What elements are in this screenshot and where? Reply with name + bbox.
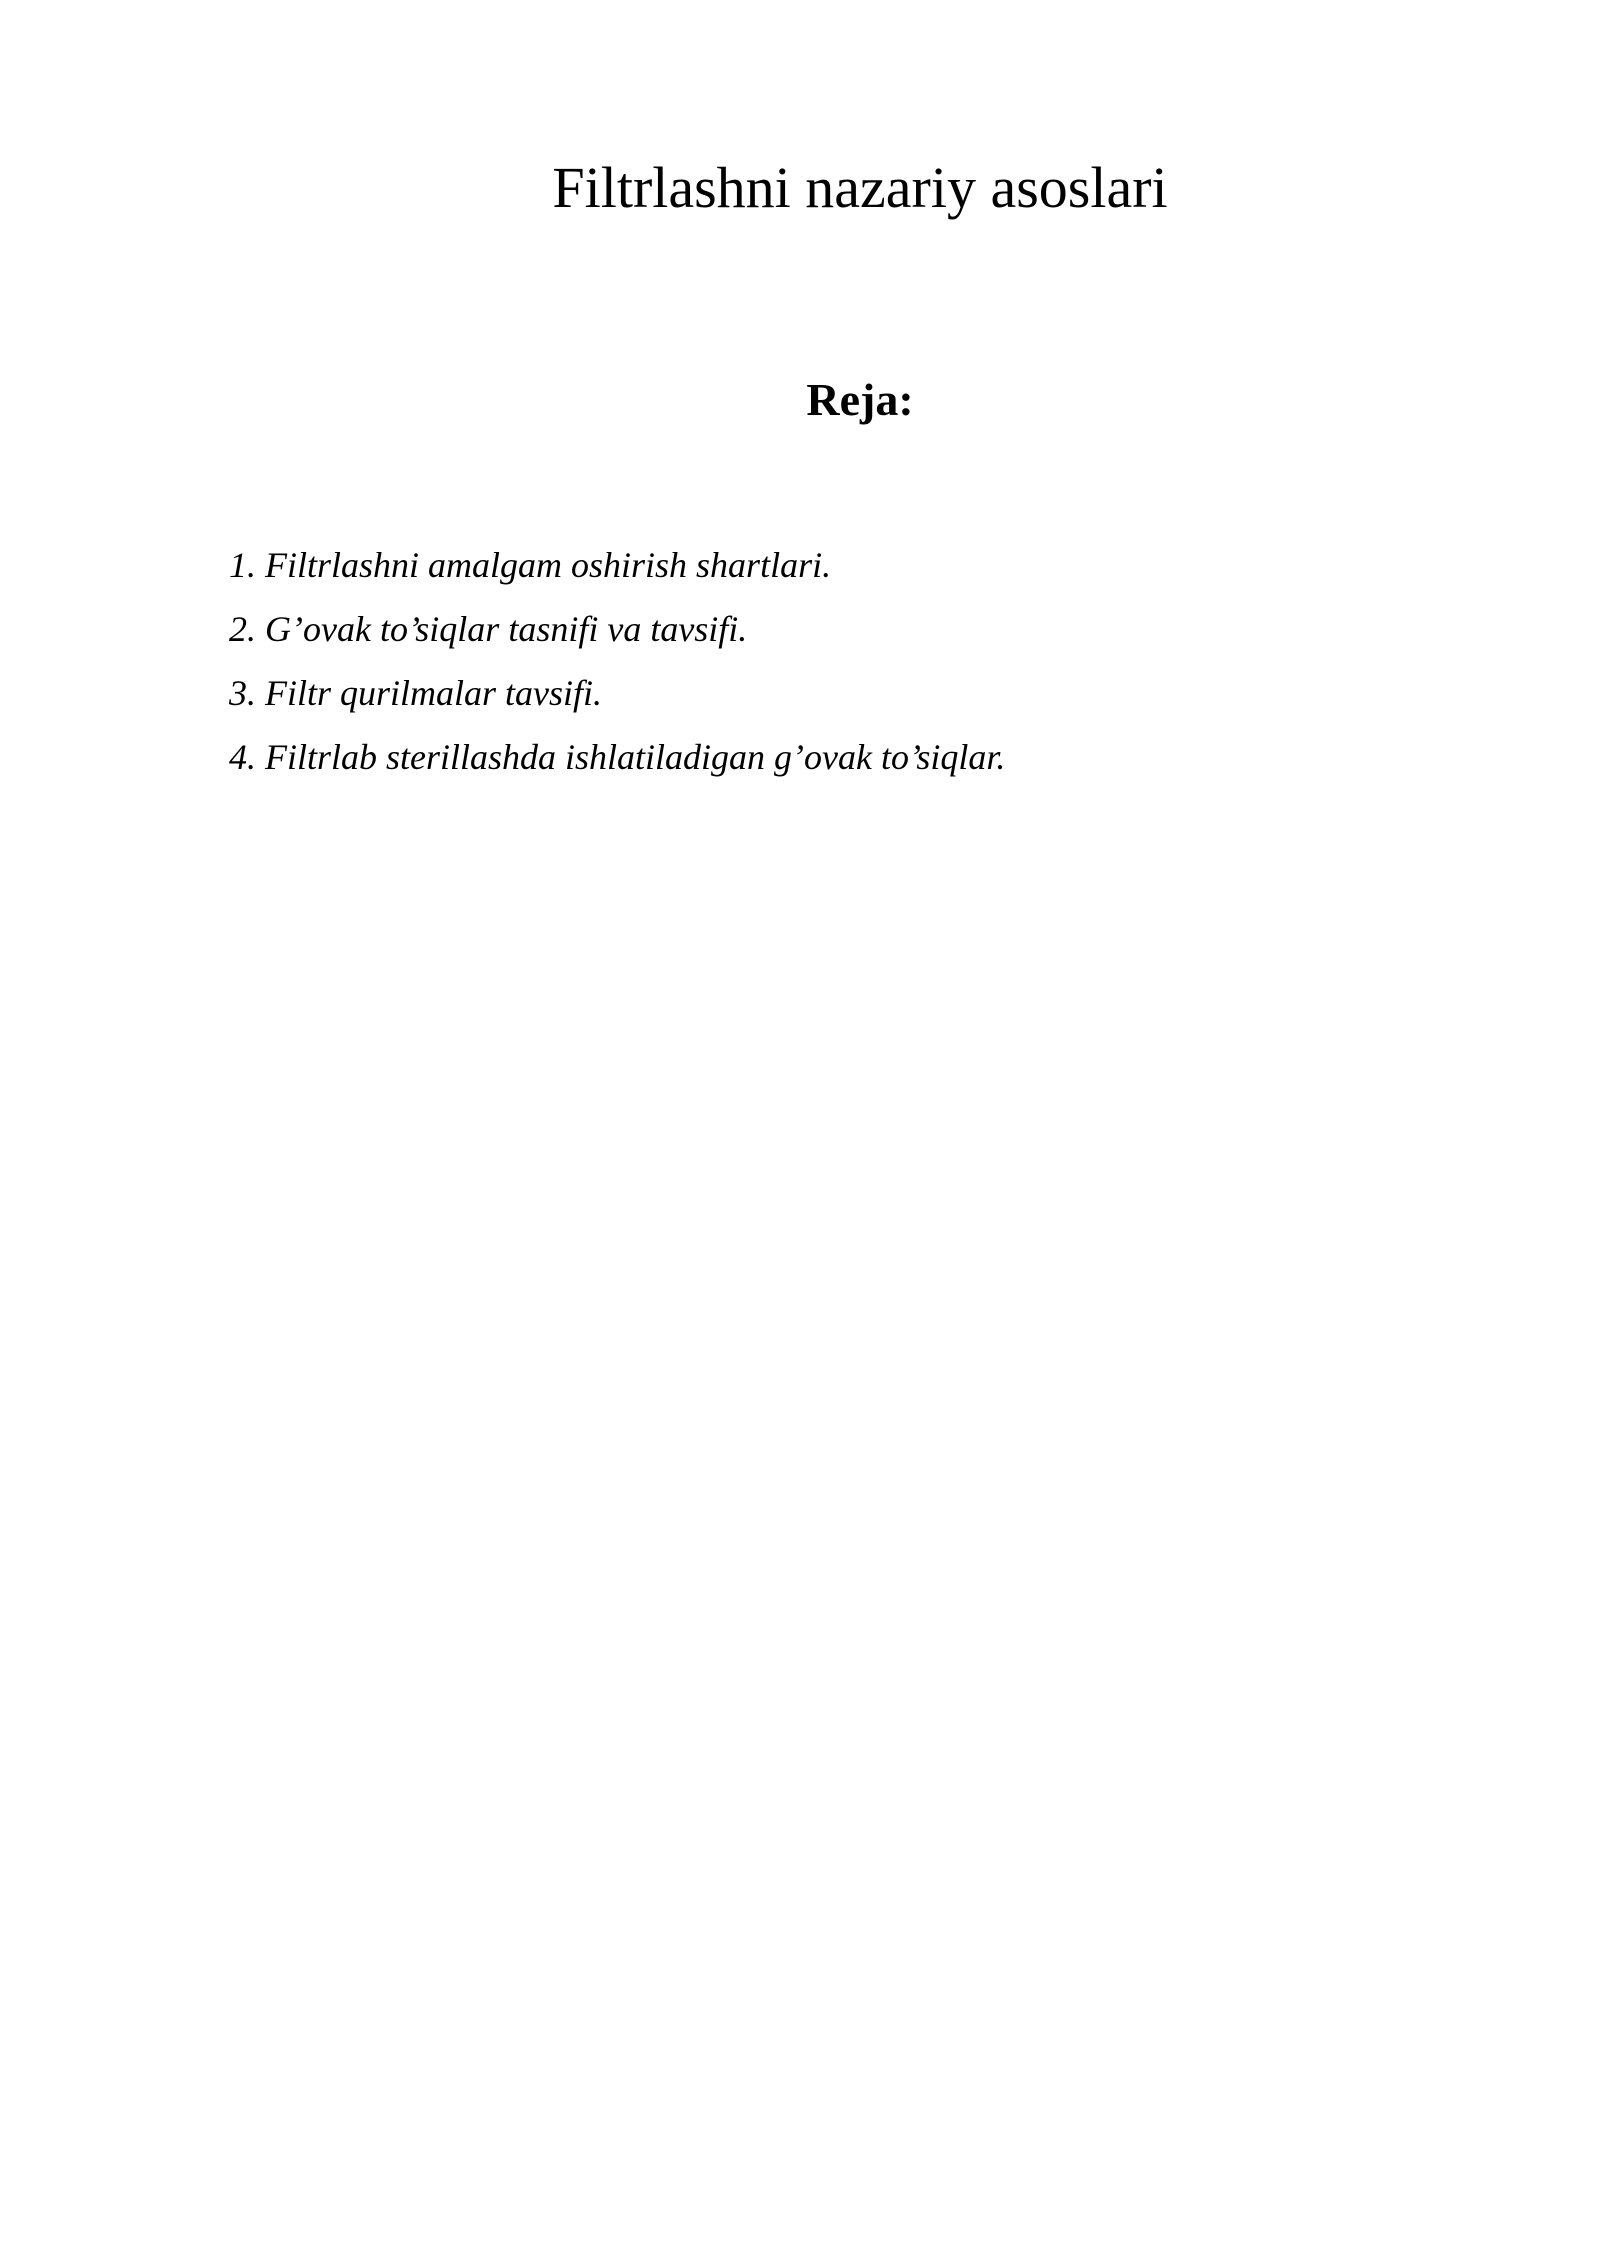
- plan-heading: Reja:: [806, 374, 914, 425]
- plan-item: 3. Filtr qurilmalar tavsifi.: [229, 673, 603, 713]
- plan-item: 1. Filtrlashni amalgam oshirish shartlari.: [229, 545, 832, 585]
- plan-item: 2. G’ovak to’siqlar tasnifi va tavsifi.: [229, 609, 748, 649]
- plan-list: [229, 533, 1005, 789]
- document-title: Filtrlashni nazariy asoslari: [552, 155, 1168, 220]
- plan-item: 4. Filtrlab sterillashda ishlatiladigan g’ovak to’siqlar.: [229, 737, 1006, 777]
